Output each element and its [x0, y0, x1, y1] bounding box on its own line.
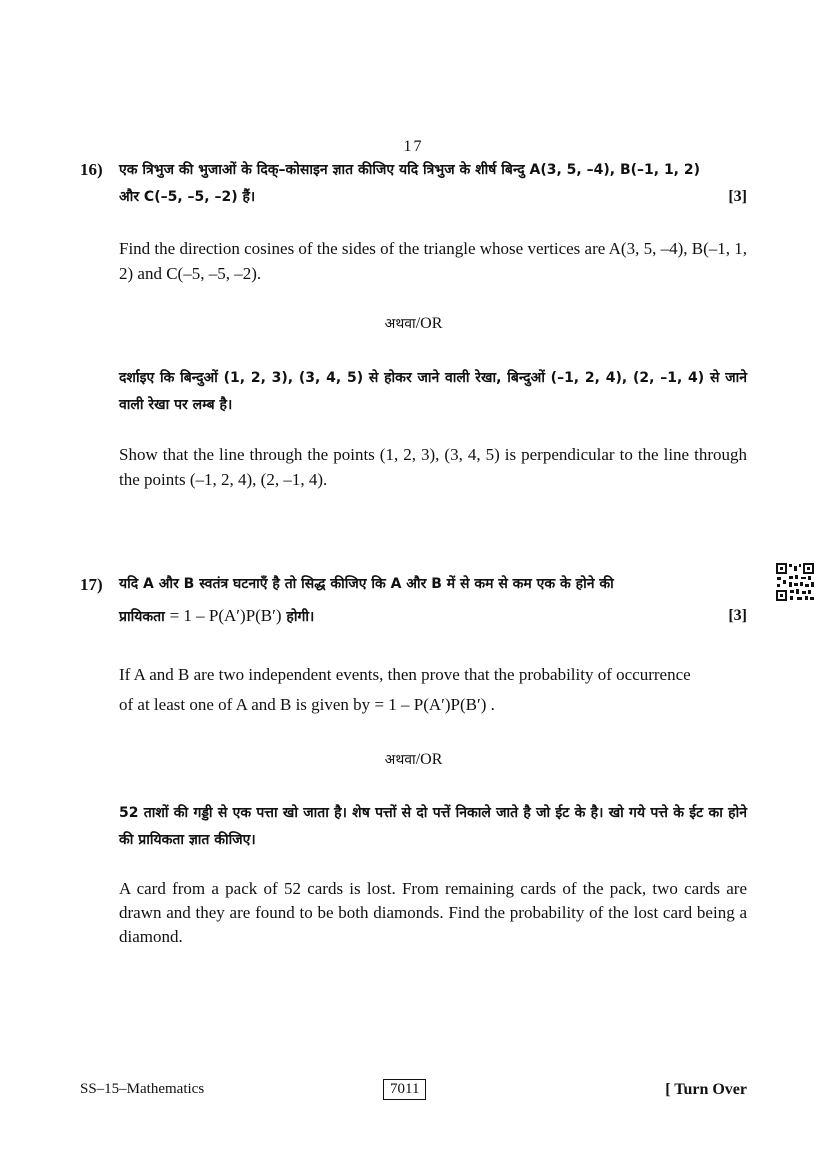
q16-hindi-line1: एक त्रिभुज की भुजाओं के दिक्–कोसाइन ज्ञात कीजिए यदि त्रिभुज के शीर्ष बिन्दु A(3, 5, –4), B(–1, 1, 2) — [119, 162, 701, 178]
q16-english-text: Find the direction cosines of the sides of the triangle whose vertices are A(3, 5, –4), B(–1, 1, 2) and C(–5, –5, –2). — [119, 239, 747, 283]
q17-english-line2 — [119, 690, 747, 720]
q17-hindi-line2 — [119, 602, 747, 631]
q16-hindi-text — [119, 157, 754, 211]
q17-hindi-text — [119, 571, 747, 631]
footer-turn-over: [ Turn Over — [665, 1081, 747, 1098]
q17-or-separator — [0, 750, 827, 769]
footer-paper-code: 7011 — [383, 1079, 426, 1100]
q17-marks: [3] — [728, 607, 747, 624]
q17-alt-hindi: 52 ताशों की गड्डी से एक पत्ता खो जाता है। शेष पत्तों से दो पत्तें निकाले जाते है जो ईट के है। खो गये पत्ते के ईट का होने की प्रायिकता ज्ञात कीजिए। — [119, 805, 747, 848]
q17-english-line2-text: of at least one of A and B is given by — [119, 695, 371, 714]
q17-english-line1: If A and B are two independent events, then prove that the probability of occurrence — [119, 665, 691, 684]
q17-hindi-suffix: होगी। — [286, 609, 315, 625]
question-16-number: 16) — [80, 160, 103, 179]
q17-formula: = 1 – P(A′)P(B′) — [169, 606, 282, 625]
q17-english-text — [119, 660, 747, 720]
q17-hindi-line1: यदि A और B स्वतंत्र घटनाएँ है तो सिद्ध कीजिए कि A और B में से कम से कम एक के होने की — [119, 576, 614, 592]
q17-or-hindi: अथवा — [384, 752, 416, 768]
q16-alt-hindi: दर्शाइए कि बिन्दुओं (1, 2, 3), (3, 4, 5) से होकर जाने वाली रेखा, बिन्दुओं (–1, 2, 4), (2, –1, 4) से जाने वाली रेखा पर लम्ब है। — [119, 370, 747, 413]
qr-code-icon — [775, 562, 815, 602]
q16-alt-english: Show that the line through the points (1, 2, 3), (3, 4, 5) is perpendicular to the line through the points (–1, 2, 4), (2, –1, 4). — [119, 445, 747, 489]
q17-or-english: /OR — [415, 751, 443, 768]
q17-hindi-prefix: प्रायिकता — [119, 609, 165, 625]
q16-hindi-line2: और C(–5, –5, –2) हैं। — [119, 189, 256, 205]
page-number: 17 — [403, 138, 424, 155]
footer-subject: SS–15–Mathematics — [80, 1081, 205, 1097]
q17-formula-en: = 1 – P(A′)P(B′) . — [374, 695, 495, 714]
q16-or-hindi: अथवा — [384, 316, 416, 332]
question-17-number: 17) — [80, 575, 103, 594]
q16-or-separator — [0, 314, 827, 333]
q16-or-english: /OR — [415, 315, 443, 332]
q16-marks: [3] — [728, 188, 747, 205]
q17-alt-english: A card from a pack of 52 cards is lost. From remaining cards of the pack, two cards are drawn and they are found to be both diamonds. Find the probability of the lost card being a diamond. — [119, 879, 747, 946]
